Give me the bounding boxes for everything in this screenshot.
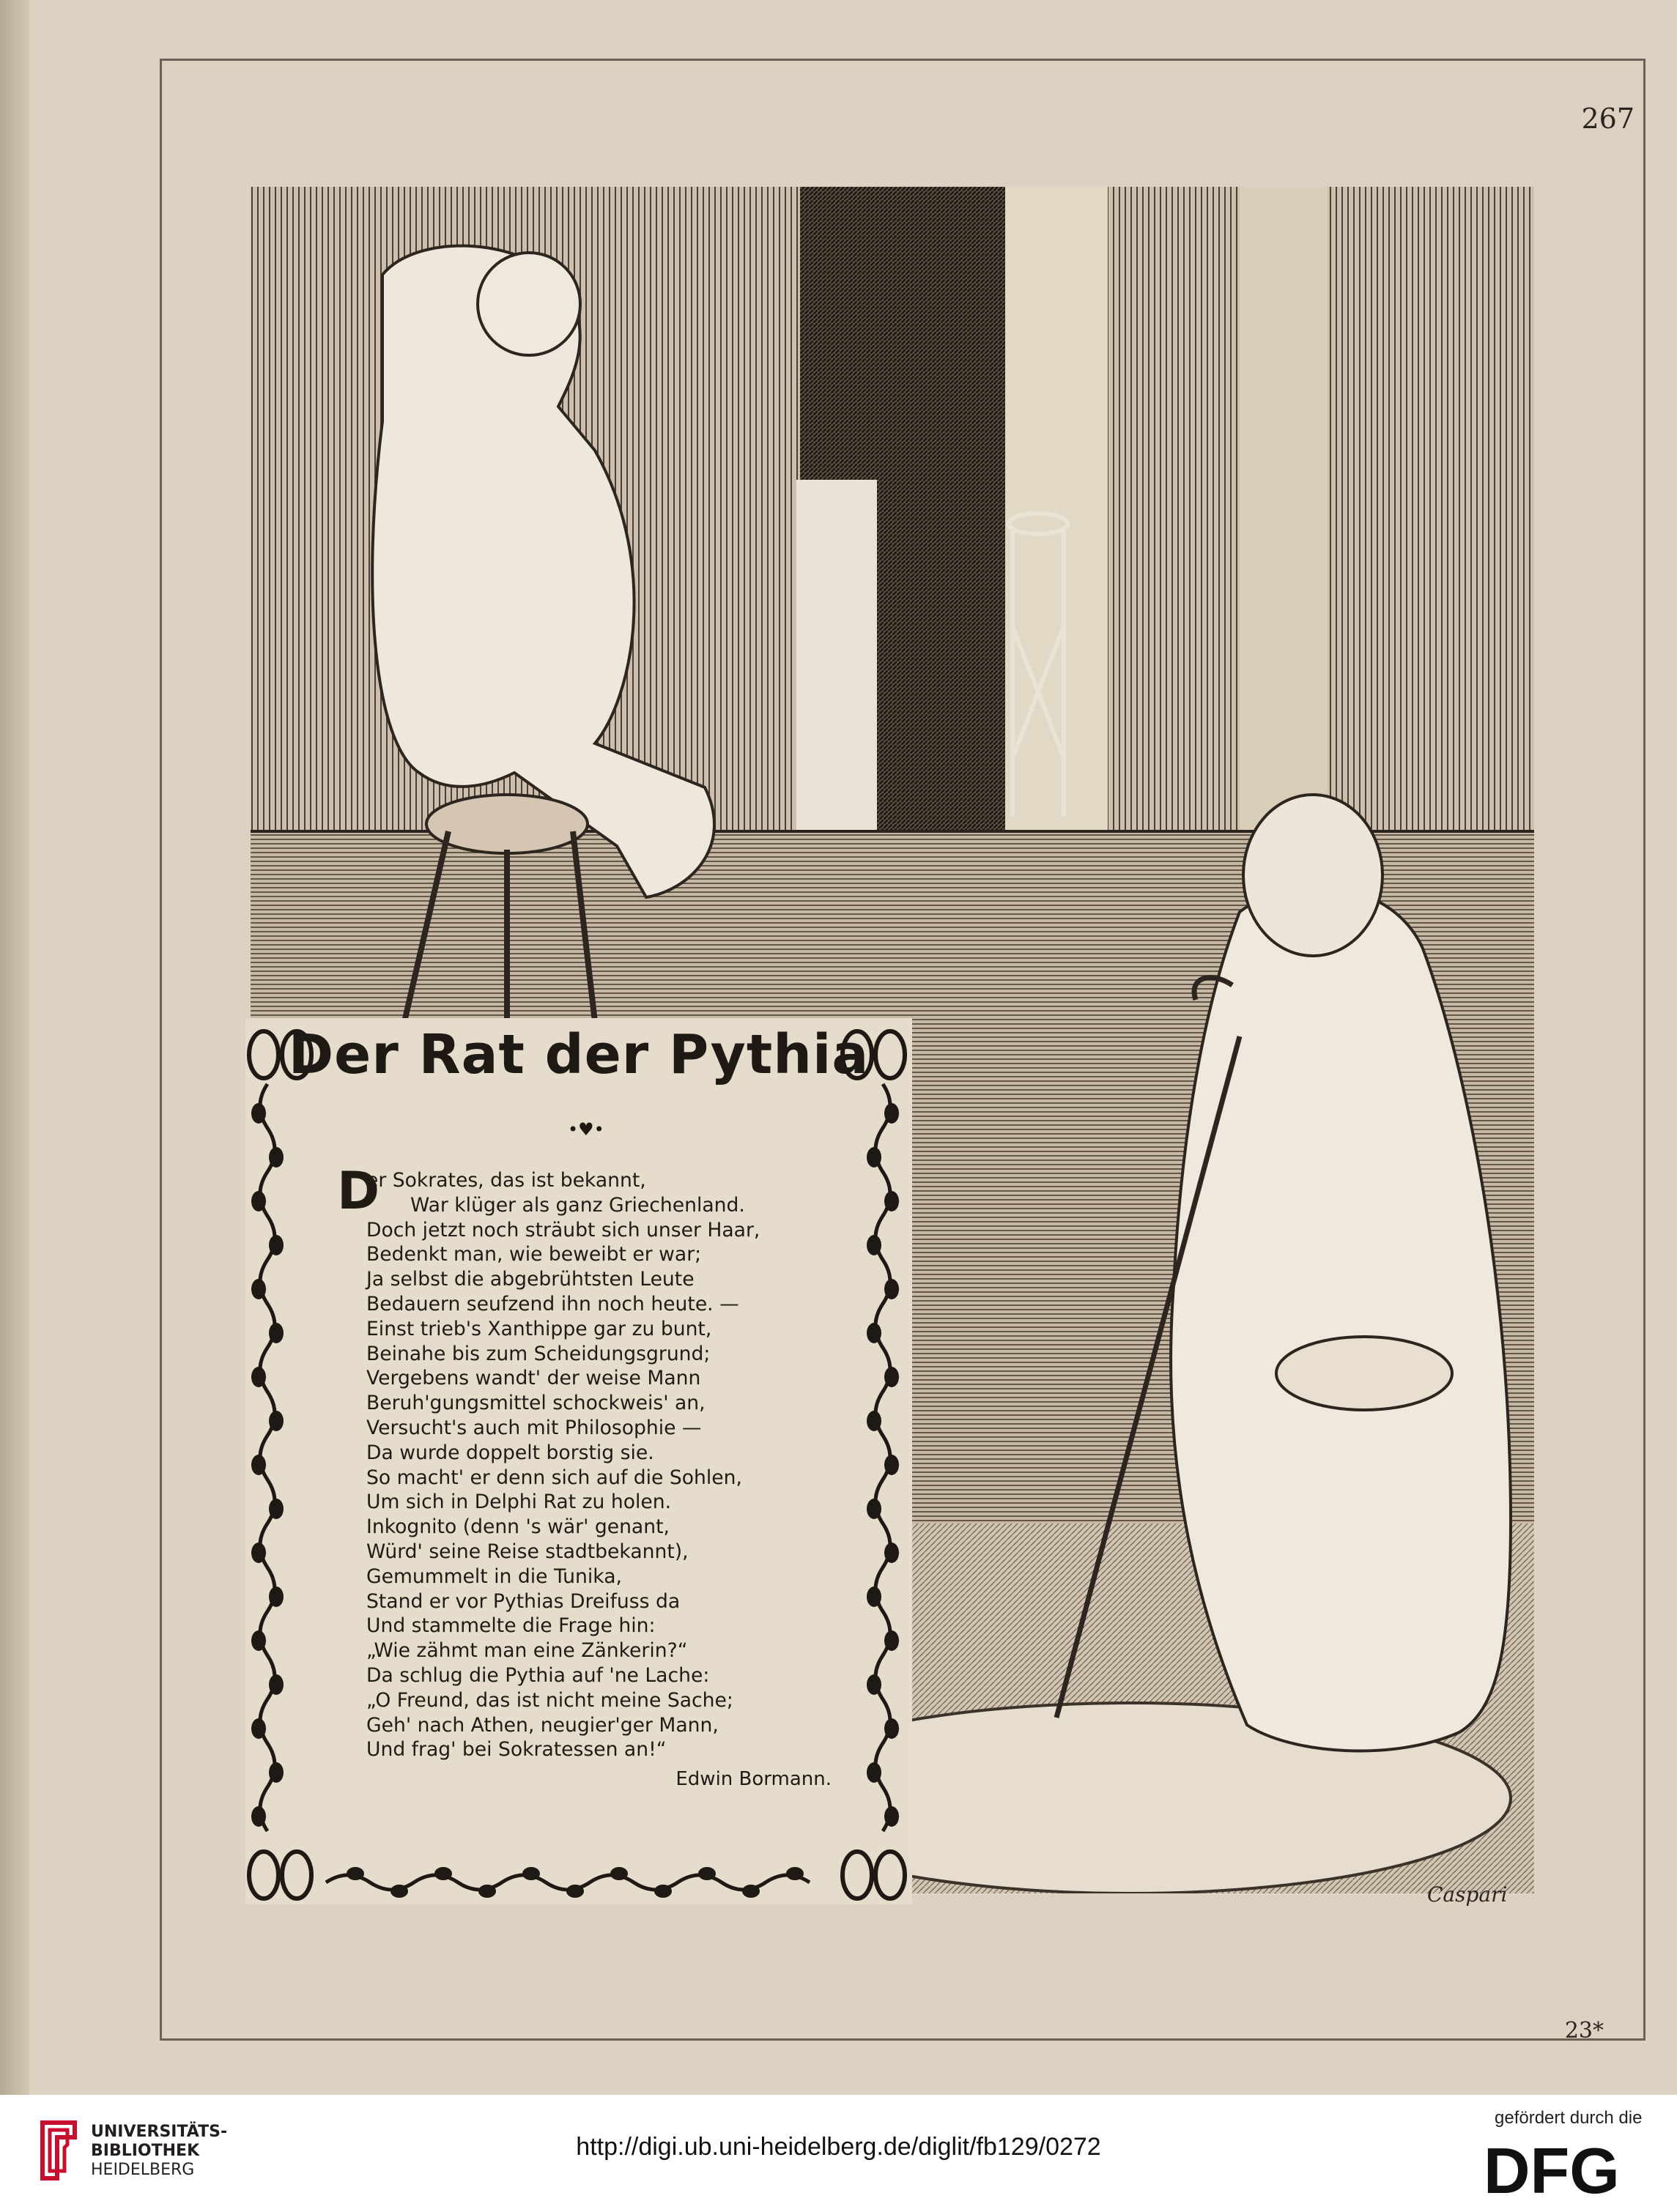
- artist-signature: Caspari: [1427, 1882, 1508, 1907]
- poem-line: Ja selbst die abgebrühtsten Leute: [366, 1268, 695, 1291]
- poem-line: Würd' seine Reise stadtbekannt),: [366, 1540, 689, 1563]
- poem-line: Geh' nach Athen, neugier'ger Mann,: [366, 1713, 719, 1737]
- poem-line: Gemummelt in die Tunika,: [366, 1565, 622, 1588]
- poem-text: [337, 1161, 821, 1762]
- poem-line: Und stammelte die Frage hin:: [366, 1614, 656, 1638]
- poem-line: Inkognito (denn 's wär' genant,: [366, 1515, 670, 1539]
- poem-title: Der Rat der Pythia: [288, 1023, 870, 1086]
- poem-line: Beruh'gungsmittel schockweis' an,: [366, 1392, 706, 1415]
- poem-line: Vergebens wandt' der weise Mann: [366, 1367, 701, 1390]
- title-ornament: •♥•: [568, 1119, 604, 1140]
- library-name-line-3: HEIDELBERG: [91, 2161, 195, 2179]
- poem-line: Bedauern seufzend ihn noch heute. —: [366, 1292, 739, 1315]
- poem-line: Doch jetzt noch sträubt sich unser Haar,: [366, 1218, 760, 1242]
- poem-author: Edwin Bormann.: [675, 1768, 832, 1790]
- library-name-line-1: UNIVERSITÄTS-: [91, 2123, 228, 2141]
- column-shade: [1108, 187, 1181, 831]
- page-number-bottom: 23*: [1564, 2018, 1604, 2044]
- poem-line: Stand er vor Pythias Dreifuss da: [366, 1589, 681, 1613]
- doorway-light-panel: [796, 480, 877, 831]
- page-number-top: 267: [1581, 103, 1635, 135]
- library-name-line-2: BIBLIOTHEK: [91, 2142, 200, 2160]
- viewer-footer: [0, 2095, 1677, 2212]
- page-binding-edge: [0, 0, 29, 2095]
- poem-line: „O Freund, das ist nicht meine Sache;: [366, 1688, 733, 1712]
- poem-line: Versucht's auch mit Philosophie —: [366, 1416, 702, 1439]
- poem-line: Da wurde doppelt borstig sie.: [366, 1441, 654, 1464]
- poem-line: Um sich in Delphi Rat zu holen.: [366, 1491, 672, 1514]
- poem-line: Bedenkt man, wie beweibt er war;: [366, 1243, 702, 1266]
- poem-line: So macht' er denn sich auf die Sohlen,: [366, 1466, 742, 1489]
- poem-line: Und frag' bei Sokratessen an!“: [366, 1738, 667, 1762]
- funded-by-label: gefördert durch die: [1495, 2108, 1643, 2128]
- dfg-logo-text: DFG: [1484, 2140, 1620, 2199]
- poem-line: er Sokrates, das ist bekannt,: [366, 1169, 646, 1192]
- poem-line: Da schlug die Pythia auf 'ne Lache:: [366, 1663, 710, 1687]
- column-right: [1240, 187, 1328, 831]
- poem-line: War klüger als ganz Griechenland.: [410, 1193, 745, 1217]
- poem-line: Einst trieb's Xanthippe gar zu bunt,: [366, 1317, 712, 1340]
- column-far-right: [1328, 187, 1534, 831]
- poem-line: „Wie zähmt man eine Zänkerin?“: [366, 1639, 688, 1663]
- poem-panel: [245, 1018, 912, 1904]
- permalink-url[interactable]: http://digi.ub.uni-heidelberg.de/diglit/fb129/0272: [576, 2133, 1101, 2161]
- poem-dropcap: D: [337, 1161, 380, 1221]
- dfg-logo-icon[interactable]: [1484, 2140, 1645, 2199]
- poem-line: Beinahe bis zum Scheidungsgrund;: [366, 1342, 711, 1365]
